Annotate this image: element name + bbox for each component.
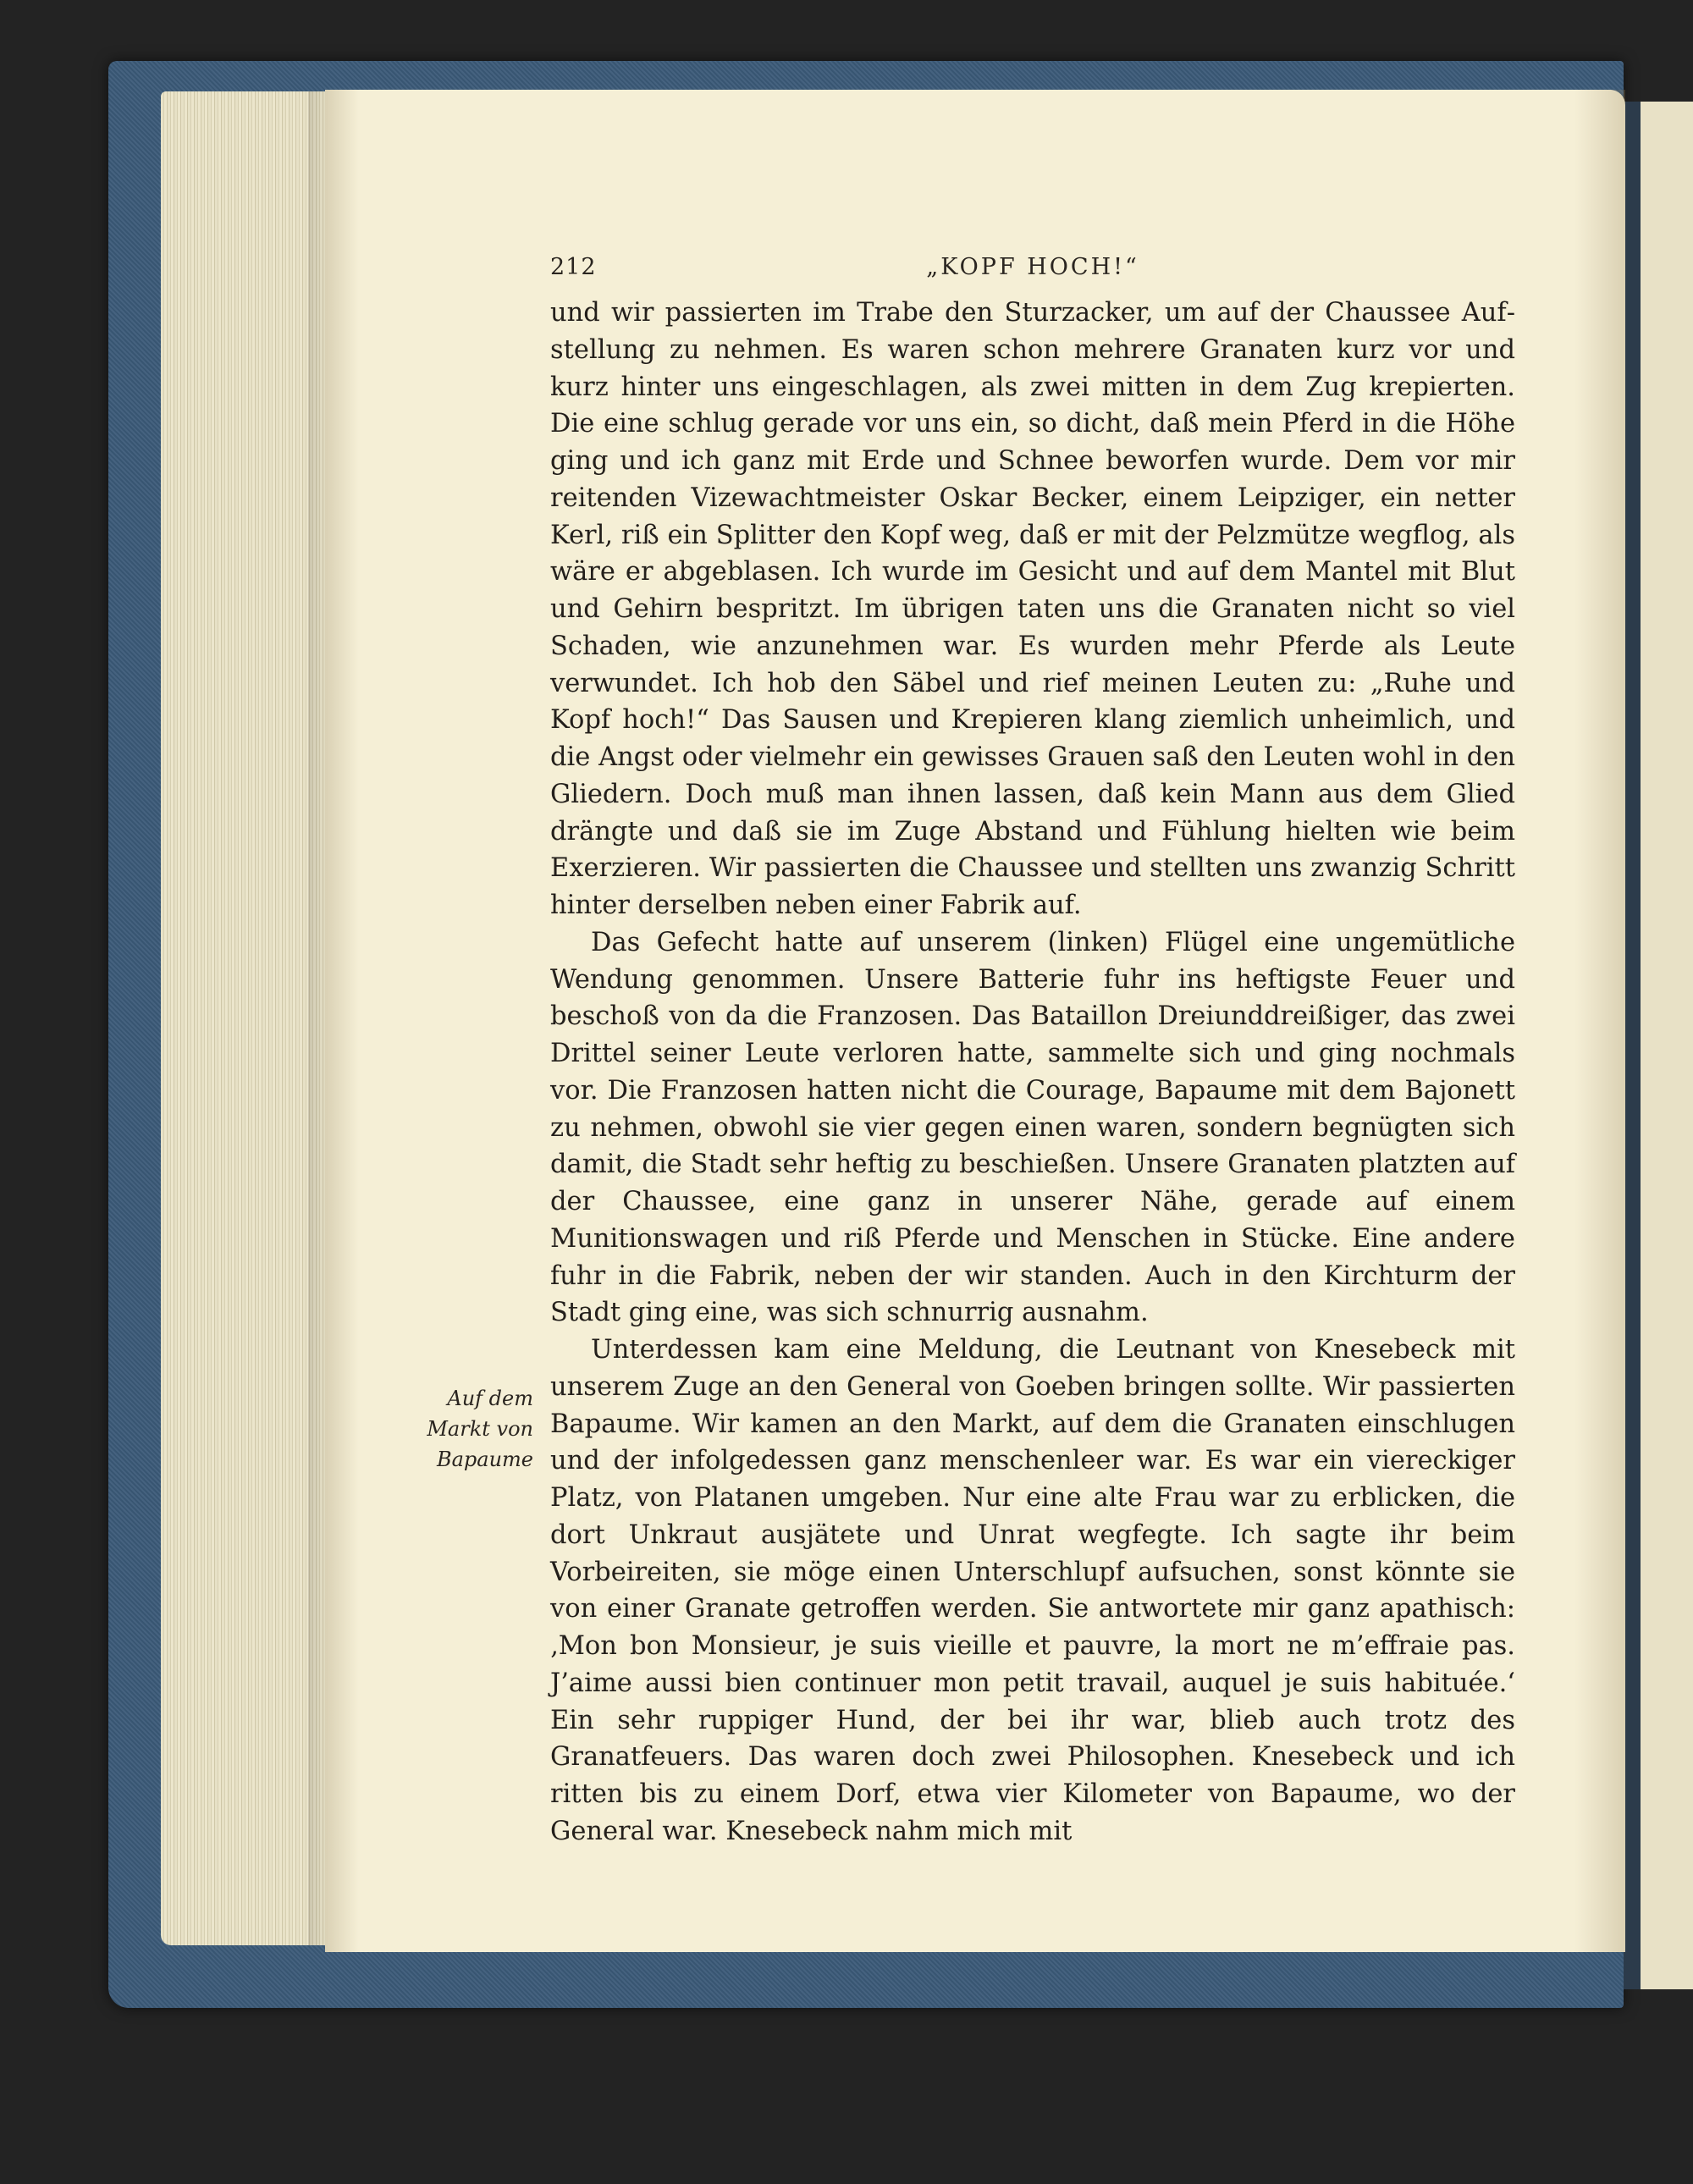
margin-note-line: Auf dem bbox=[447, 1387, 533, 1410]
paragraph: Das Gefecht hatte auf unserem (linken) Flügel eine ungemütliche Wendung genommen. Unsere Batterie fuhr ins heftigste Feuer und beschoß von da die Franzosen. Das Bataillon Dreiunddreißiger, das zwei Drittel seiner Leute verloren hatte, sammelte sich und ging nochmals vor. Die Franzosen hatten nicht die Courage, Bapaume mit dem Bajonett zu nehmen, obwohl sie vier gegen einen waren, sondern begnügten sich damit, die Stadt sehr heftig zu beschießen. Unsere Granaten platzten auf der Chaussee, eine ganz in unserer Nähe, gerade auf einem Munitionswagen und riß Pferde und Menschen in Stücke. Eine andere fuhr in die Fabrik, neben der wir standen. Auch in den Kirchturm der Stadt ging eine, was sich schnurrig ausnahm. bbox=[550, 927, 1515, 1328]
paragraph: Unterdessen kam eine Meldung, die Leutnant von Knesebeck mit unserem Zuge an den General von Goeben bringen sollte. Wir passierten Bapaume. Wir kamen an den Markt, auf dem die Granaten einschlugen und der infolgedessen ganz menschenleer war. Es war ein viereckiger Platz, von Platanen umgeben. Nur eine alte Frau war zu erblicken, die dort Unkraut ausjätete und Unrat wegfegte. Ich sagte ihr beim Vorbeireiten, sie möge einen Unterschlupf aufsuchen, sonst könnte sie von einer Granate getroffen werden. Sie antwortete mir ganz apathisch: ‚Mon bon Monsieur, je suis vieille et pauvre, la mort ne m’effraie pas. J’aime aussi bien continuer mon petit travail, auquel je suis habituée.‘ Ein sehr ruppiger Hund, der bei ihr war, blieb auch trotz des Granatfeuers. Das waren doch zwei Philosophen. Knesebeck und ich ritten bis zu einem Dorf, etwa vier Kilometer von Bapaume, wo der General war. Knesebeck nahm mich mit bbox=[550, 1335, 1515, 1846]
margin-note-line: Markt von bbox=[427, 1417, 533, 1441]
running-head bbox=[550, 254, 1515, 288]
margin-note bbox=[398, 1383, 533, 1475]
paragraph: und wir passierten im Trabe den Sturzacker, um auf der Chaussee Aufstellung zu nehmen. Es waren schon mehrere Granaten kurz vor und kurz hinter uns eingeschlagen, als zwei mitten in dem Zug krepierten. Die eine schlug gerade vor uns ein, so dicht, daß mein Pferd in die Höhe ging und ich ganz mit Erde und Schnee beworfen wurde. Dem vor mir reitenden Vizewachtmeister Oskar Becker, einem Leipziger, ein netter Kerl, riß ein Splitter den Kopf weg, daß er mit der Pelzmütze wegflog, als wäre er abgeblasen. Ich wurde im Gesicht und auf dem Mantel mit Blut und Gehirn bespritzt. Im übrigen taten uns die Granaten nicht so viel Schaden, wie anzunehmen war. Es wurden mehr Pferde als Leute verwundet. Ich hob den Säbel und rief meinen Leuten zu: „Ruhe und Kopf hoch!“ Das Sausen und Krepieren klang ziemlich unheimlich, und die Angst oder vielmehr ein gewisses Grauen saß den Leuten wohl in den Gliedern. Doch muß man ihnen lassen, daß kein Mann aus dem Glied drängte und daß sie im Zuge Abstand und Fühlung hielten wie beim Exerzieren. Wir passierten die Chaussee und stellten uns zwanzig Schritt hinter derselben neben einer Fabrik auf. bbox=[550, 298, 1515, 920]
page-number: 212 bbox=[550, 254, 597, 280]
margin-note-line: Bapaume bbox=[436, 1448, 533, 1471]
chapter-title: „KOPF HOCH!“ bbox=[926, 254, 1139, 280]
page-edges bbox=[161, 91, 330, 1945]
next-page-edge bbox=[1624, 102, 1693, 1989]
body-text bbox=[550, 295, 1515, 1850]
